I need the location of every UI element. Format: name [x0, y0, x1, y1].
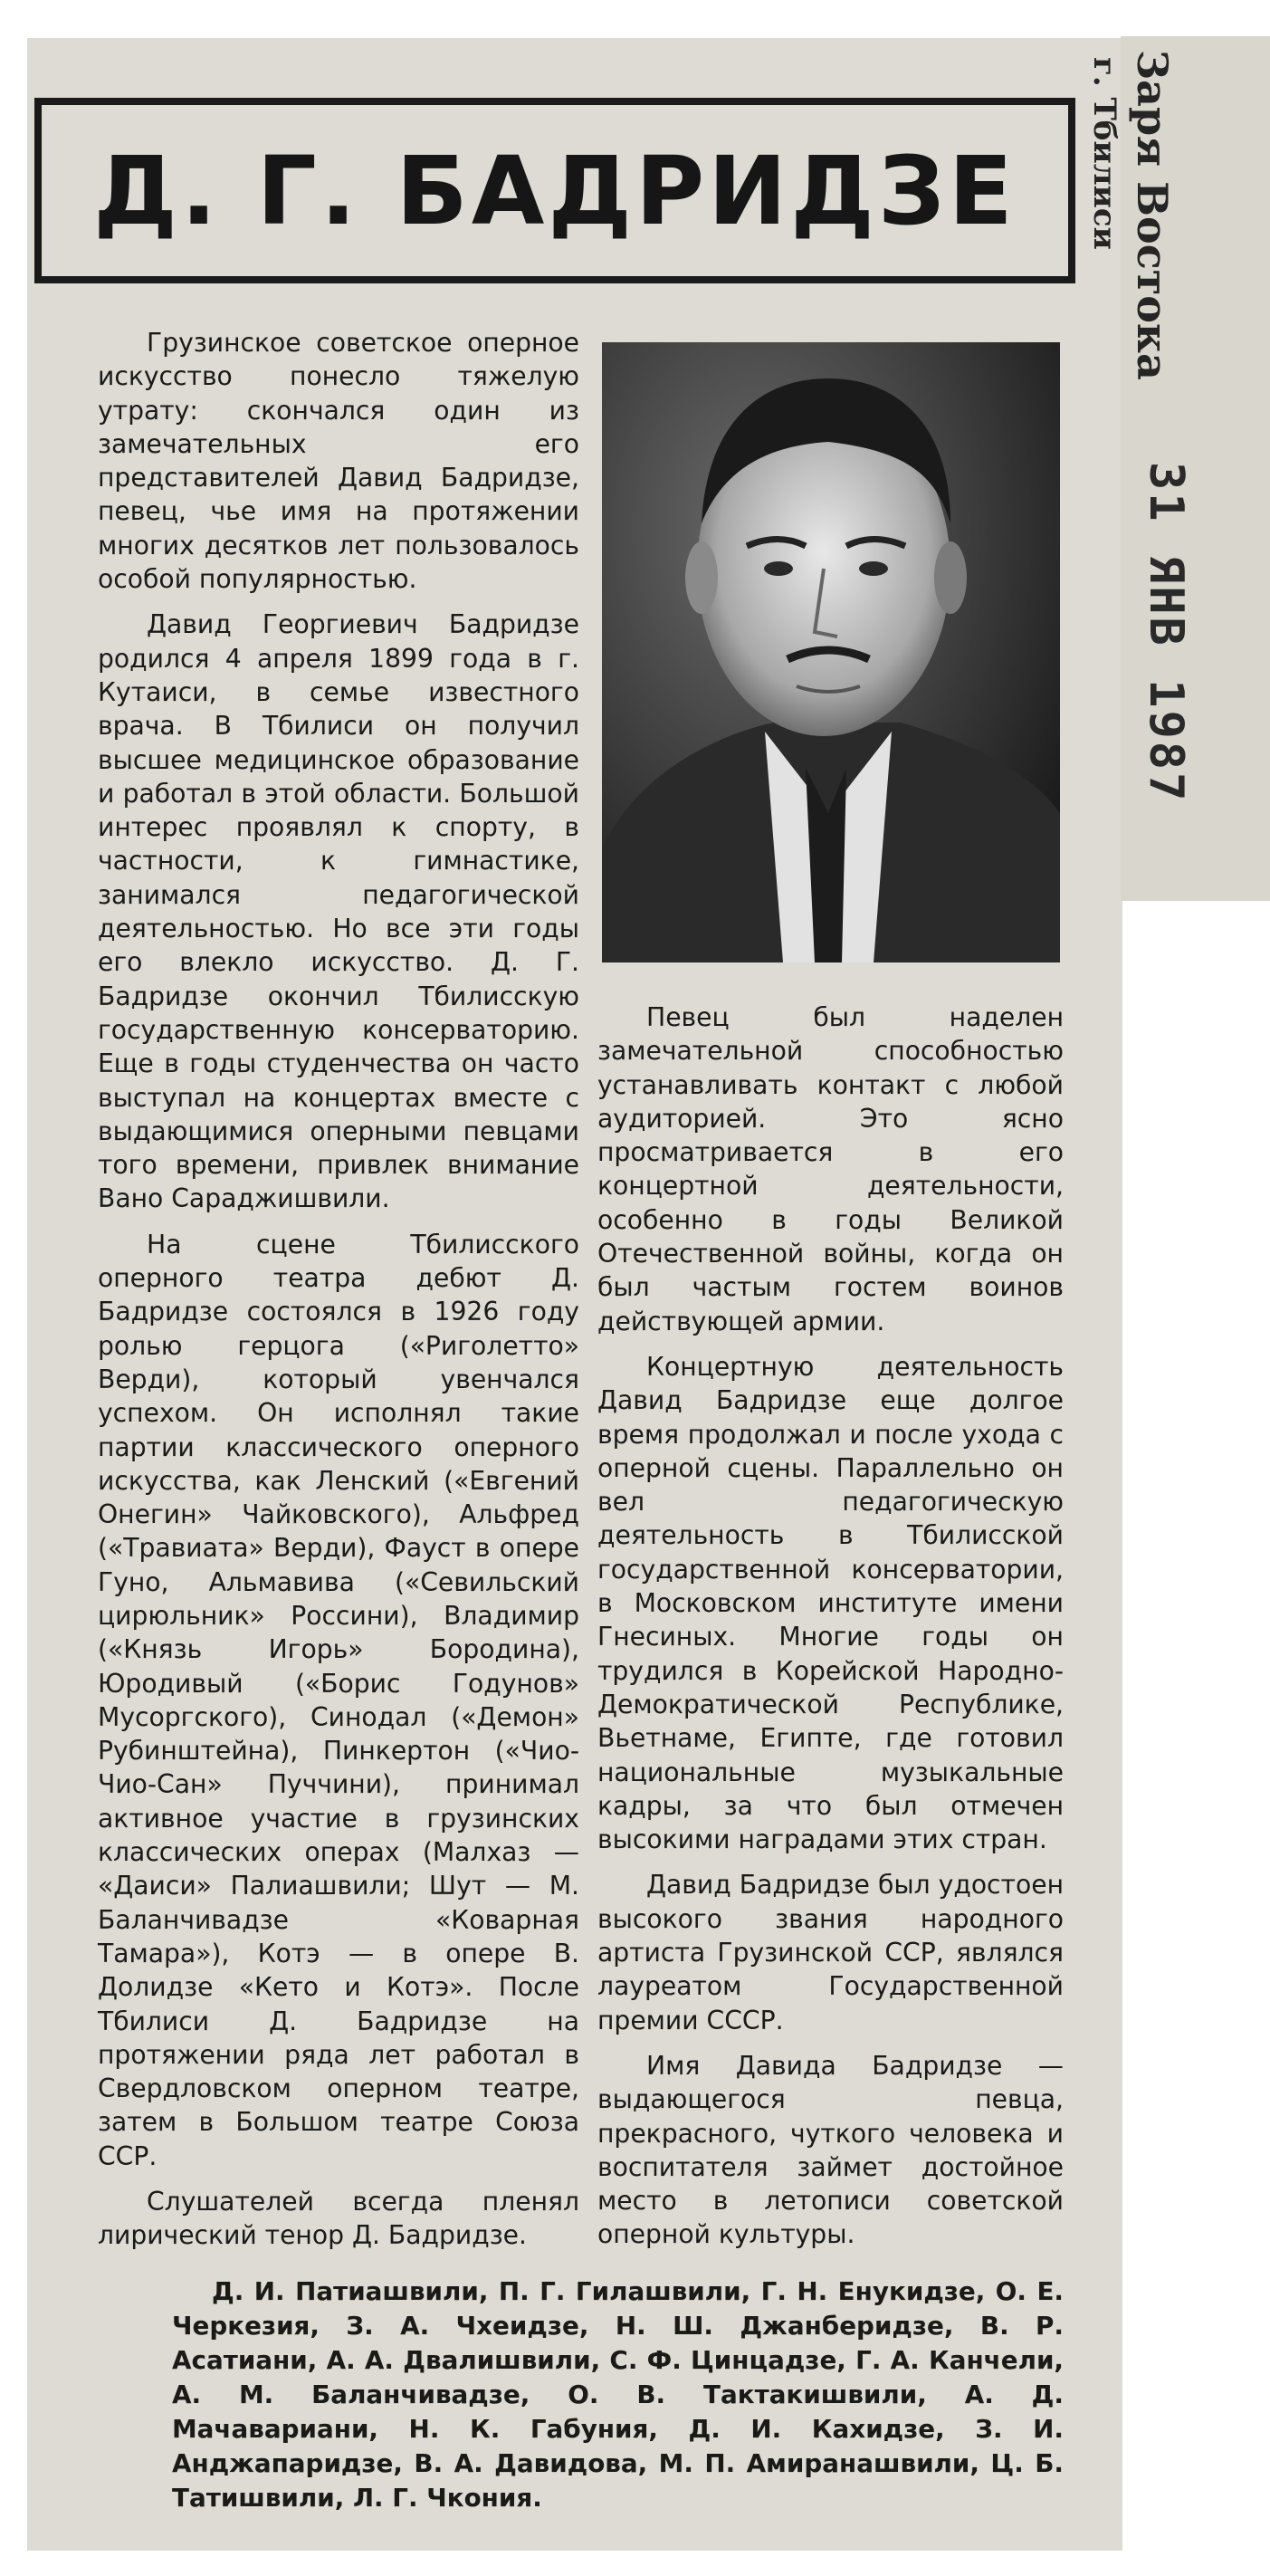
signatories-list: Д. И. Патиашвили, П. Г. Гилашвили, Г. Н. Енукидзе, О. Е. Черкезия, З. А. Чхеидзе, Н. Ш. Джанберидзе, В. Р. Асатиани, А. А. Двалишвили, С. Ф. Цинцадзе, Г. А. Канчели, А. М. Баланчивадзе, О. В. Тактакишвили, А. Д. Мачавариани, Н. К. Габуния, Д. И. Кахидзе, З. И. Анджапаридзе, В. А. Давидова, М. П. Амиранашвили, Ц. Б. Татишвили, Л. Г. Чкония. — [172, 2276, 1064, 2513]
paragraph: Слушателей всегда пленял лирический тенор Д. Бадридзе. — [98, 2187, 579, 2251]
paragraph: Концертную деятельность Давид Бадридзе еще долгое время продолжал и после ухода с оперной сцены. Параллельно он вел педагогическую деятельность в Тбилисской государственной консерватории, в Московском институте имени Гнесиных. Многие годы он трудился в Корейской Народно-Демократической Республике, Вьетнаме, Египте, где готовил национальные музыкальные кадры, за что был отмечен высокими наградами этих стран. — [597, 1351, 1064, 1855]
article-right-column — [597, 1001, 1064, 2264]
date-stamp: 31 ЯНВ 1987 — [1139, 462, 1193, 804]
headline: Д. Г. БАДРИДЗЕ — [93, 135, 1017, 246]
paragraph: На сцене Тбилисского оперного театра дебют Д. Бадридзе состоялся в 1926 году ролью герцога («Риголетто» Верди), который увенчался успехом. Он исполнял такие партии классического оперного искусства, как Ленский («Евгений Онегин» Чайковского), Альфред («Травиата» Верди), Фауст в опере Гуно, Альмавива («Севильский цирюльник» Россини), Владимир («Князь Игорь» Бородина), Юродивый («Борис Годунов» Мусоргского), Синодал («Демон» Рубинштейна), Пинкертон («Чио-Чио-Сан» Пуччини), принимал активное участие в грузинских классических операх (Малхаз — «Даиси» Палиашвили; Шут — М. Баланчивадзе «Коварная Тамара»), Котэ — в опере В. Долидзе «Кето и Котэ». После Тбилиси Д. Бадридзе на протяжении ряда лет работал в Свердловском оперном театре, затем в Большом театре Союза ССР. — [98, 1229, 579, 2171]
portrait-illustration — [602, 342, 1060, 962]
paragraph: Давид Георгиевич Бадридзе родился 4 апреля 1899 года в г. Кутаиси, в семье известного врача. В Тбилиси он получил высшее медицинское образование и работал в этой области. Большой интерес проявлял к спорту, в частности, к гимнастике, занимался педагогической деятельностью. Но все эти годы его влекло искусство. Д. Г. Бадридзе окончил Тбилисскую государственную консерваторию. Еще в годы студенчества он часто выступал на концертах вместе с выдающимися оперными певцами того времени, привлек внимание Вано Сараджишвили. — [98, 609, 579, 1214]
paragraph: Певец был наделен замечательной способностью устанавливать контакт с любой аудиторией. Это ясно просматривается в его концертной деятельности, особенно в годы Великой Отечественной войны, когда он был частым гостем воинов действующей армии. — [597, 1002, 1064, 1336]
article-left-column — [98, 326, 579, 2265]
newspaper-city: г. Тбилиси — [1086, 57, 1122, 250]
newspaper-name: Заря Востока — [1128, 50, 1177, 380]
paragraph: Имя Давида Бадридзе — выдающегося певца, прекрасного, чуткого человека и воспитателя займет достойное место в летописи советской оперной культуры. — [597, 2050, 1064, 2250]
source-label — [1086, 50, 1177, 380]
portrait-photo — [602, 342, 1060, 962]
paragraph: Грузинское советское оперное искусство понесло тяжелую утрату: скончался один из замечательных его представителей Давид Бадридзе, певец, чье имя на протяжении многих десятков лет пользовалось особой популярностью. — [98, 328, 579, 595]
paragraph: Давид Бадридзе был удостоен высокого звания народного артиста Грузинской ССР, являлся лауреатом Государственной премии СССР. — [597, 1870, 1064, 2035]
headline-frame — [34, 98, 1075, 283]
